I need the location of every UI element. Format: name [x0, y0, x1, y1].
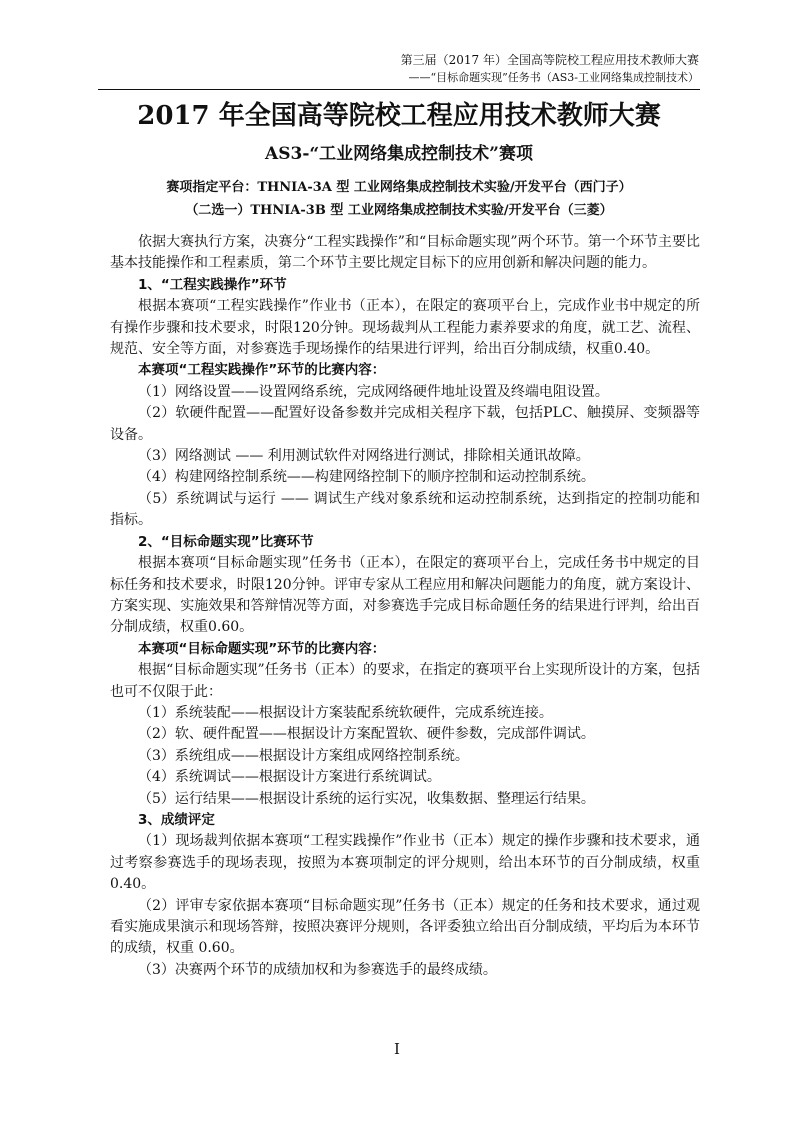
platform-line1: 赛项指定平台：THNIA-3A 型 工业网络集成控制技术实验/开发平台（西门子） — [166, 180, 632, 195]
list-item: （3）网络测试 —— 利用测试软件对网络进行测试，排除相关通讯故障。 — [138, 448, 590, 465]
page-number: I — [394, 1040, 400, 1058]
header-rule — [98, 89, 700, 90]
section-heading-3: 3、成绩评定 — [138, 811, 215, 828]
body-paragraph: 根据本赛项“目标命题实现”任务书（正本），在限定的赛项平台上，完成任务书中规定的目标任务和技术要求，时限120分钟。评审专家从工程应用和解决问题能力的角度，就方案设计、方案实现、实施效果和答辩情况等方面，对参赛选手完成目标命题任务的结果进行评判，给出百分制成绩，权重0.60。 — [110, 555, 700, 636]
subsection-heading: 本赛项“目标命题实现”环节的比赛内容： — [138, 640, 386, 657]
list-item: （2）软硬件配置——配置好设备参数并完成相关程序下载，包括PLC、触摸屏、变频器等设备。 — [110, 405, 700, 443]
section-heading-2: 2、“目标命题实现”比赛环节 — [138, 533, 314, 550]
list-item: （2）软、硬件配置——根据设计方案配置软、硬件参数，完成部件调试。 — [138, 726, 595, 743]
document-subtitle: AS3-“工业网络集成控制技术”赛项 — [265, 144, 533, 164]
section-heading-1: 1、“工程实践操作”环节 — [138, 276, 287, 293]
running-header-line2: ——“目标命题实现”任务书（AS3-工业网络集成控制技术） — [408, 71, 699, 84]
list-item: （3）决赛两个环节的成绩加权和为参赛选手的最终成绩。 — [138, 961, 497, 978]
list-item: （4）系统调试——根据设计方案进行系统调试。 — [138, 769, 441, 786]
platform-line2: （二选一）THNIA-3B 型 工业网络集成控制技术实验/开发平台（三菱） — [185, 203, 613, 218]
list-item: （5）运行结果——根据设计系统的运行实况，收集数据、整理运行结果。 — [138, 790, 595, 807]
list-item: （5）系统调试与运行 —— 调试生产线对象系统和运动控制系统，达到指定的控制功能和指标。 — [110, 490, 700, 529]
running-header-line1: 第三届（2017 年）全国高等院校工程应用技术教师大赛 — [400, 53, 699, 67]
list-item: （3）系统组成——根据设计方案组成网络控制系统。 — [138, 747, 469, 764]
list-item: （1）系统装配——根据设计方案装配系统软硬件，完成系统连接。 — [138, 704, 553, 721]
document-title: 2017 年全国高等院校工程应用技术教师大赛 — [137, 101, 661, 131]
list-item: （2）评审专家依据本赛项“目标命题实现”任务书（正本）规定的任务和技术要求，通过观看实施成果演示和现场答辩，按照决赛评分规则，各评委独立给出百分制成绩，平均后为本环节的成绩，权重 0.60。 — [110, 897, 700, 957]
subsection-heading: 本赛项“工程实践操作”环节的比赛内容： — [138, 362, 386, 379]
body-paragraph: 根据本赛项“工程实践操作”作业书（正本），在限定的赛项平台上，完成作业书中规定的所有操作步骤和技术要求，时限120分钟。现场裁判从工程能力素养要求的角度，就工艺、流程、规范、安全等方面，对参赛选手现场操作的结果进行评判，给出百分制成绩，权重0.40。 — [110, 298, 700, 358]
list-item: （1）网络设置——设置网络系统，完成网络硬件地址设置及终端电阻设置。 — [138, 383, 609, 400]
document-body — [110, 232, 700, 981]
intro-paragraph: 依据大赛执行方案，决赛分“工程实践操作”和“目标命题实现”两个环节。第一个环节主要比基本技能操作和工程素质，第二个环节主要比规定目标下的应用创新和解决问题的能力。 — [110, 234, 700, 272]
list-item: （1）现场裁判依据本赛项“工程实践操作”作业书（正本）规定的操作步骤和技术要求，通过考察参赛选手的现场表现，按照为本赛项制定的评分规则，给出本环节的百分制成绩，权重 0.40。 — [110, 833, 700, 893]
list-item: （4）构建网络控制系统——构建网络控制下的顺序控制和运动控制系统。 — [138, 469, 595, 486]
body-paragraph: 根据“目标命题实现”任务书（正本）的要求，在指定的赛项平台上实现所设计的方案，包括也可不仅限于此： — [110, 662, 700, 700]
